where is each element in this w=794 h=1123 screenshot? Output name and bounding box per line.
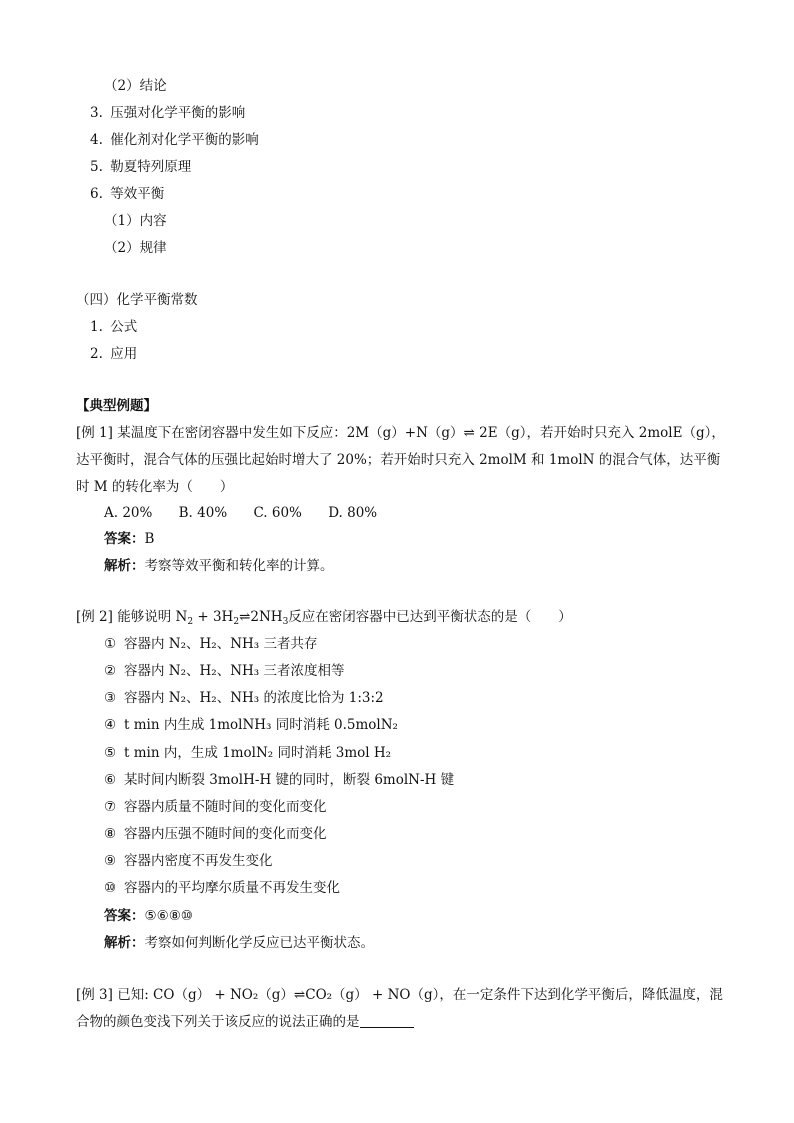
section-heading-4: （四）化学平衡常数: [76, 292, 198, 308]
circled-number: ⑩: [104, 880, 117, 896]
outline-item-text: 公式: [110, 319, 138, 335]
choice-text: 容器内压强不随时间的变化而变化: [124, 826, 327, 842]
answer-value: B: [144, 531, 155, 547]
choice-item-2: [104, 662, 345, 680]
example-question-text: 已知: CO（g） + NO₂（g）⇌CO₂（g） + NO（g），在一定条件下达到化学平衡后，降低温度，混: [117, 987, 723, 1003]
example-2-answer: [104, 907, 193, 925]
choice-item-9: [104, 852, 273, 870]
question-text: 能够说明 N: [117, 609, 188, 625]
circled-number: ①: [104, 636, 117, 652]
section4-item-1: [90, 318, 137, 336]
outline-item-number: 1.: [90, 319, 103, 335]
outline-item-number: 5.: [90, 159, 103, 175]
example-question-text: 某温度下在密闭容器中发生如下反应：2M（g）+N（g）⇌ 2E（g），若开始时只充入 2molE（g），: [117, 425, 725, 441]
question-text: ⇌2NH: [239, 609, 283, 625]
example-question-text: 合物的颜色变浅下列关于该反应的说法正确的是: [76, 1014, 360, 1030]
answer-value: ⑤⑥⑧⑩: [144, 908, 193, 924]
analysis-text: 考察如何判断化学反应已达平衡状态。: [144, 935, 374, 951]
example-1-answer: [104, 530, 154, 548]
circled-number: ⑦: [104, 799, 117, 815]
circled-number: ④: [104, 717, 117, 733]
subscript: 2: [233, 617, 240, 627]
example-label: [例 2]: [76, 609, 113, 625]
choice-item-4: [104, 716, 398, 734]
example-1-line-3: 时 M 的转化率为（ ）: [76, 479, 234, 495]
outline-item-text: 应用: [110, 346, 138, 362]
example-1-line-1: [76, 424, 725, 442]
circled-number: ⑤: [104, 745, 117, 761]
outline-item-number: 2.: [90, 346, 103, 362]
example-1-options: [104, 504, 399, 522]
question-text: + 3H: [193, 609, 234, 625]
choice-item-5: [104, 744, 391, 762]
question-text: 反应在密闭容器中已达到平衡状态的是（ ）: [288, 609, 572, 625]
examples-heading: 【典型例题】: [76, 398, 157, 414]
choice-text: t min 内生成 1molNH₃ 同时消耗 0.5molN₂: [124, 717, 398, 733]
choice-item-8: [104, 825, 327, 843]
analysis-label: 解析：: [104, 935, 145, 951]
analysis-label: 解析：: [104, 558, 145, 574]
circled-number: ⑨: [104, 853, 117, 869]
choice-text: 某时间内断裂 3molH-H 键的同时，断裂 6molN-H 键: [124, 772, 455, 788]
example-2-question: [76, 608, 572, 626]
choice-text: 容器内 N₂、H₂、NH₃ 三者浓度相等: [124, 663, 345, 679]
answer-label: 答案：: [104, 908, 145, 924]
subscript: 3: [282, 617, 289, 627]
outline-item-6: [90, 185, 164, 203]
choice-text: 容器内的平均摩尔质量不再发生变化: [124, 880, 340, 896]
choice-text: 容器内密度不再发生变化: [124, 853, 273, 869]
outline-item-text: 等效平衡: [110, 186, 165, 202]
circled-number: ③: [104, 690, 117, 706]
outline-item-3: [90, 104, 245, 122]
option-d: D. 80%: [328, 505, 378, 521]
option-c: C. 60%: [253, 505, 302, 521]
outline-item-5: [90, 158, 191, 176]
choice-item-3: [104, 689, 384, 707]
subscript: 2: [187, 617, 194, 627]
circled-number: ②: [104, 663, 117, 679]
example-2-analysis: [104, 934, 374, 952]
option-b: B. 40%: [178, 505, 228, 521]
choice-item-1: [104, 635, 318, 653]
choice-text: t min 内，生成 1molN₂ 同时消耗 3mol H₂: [124, 745, 392, 761]
choice-item-6: [104, 771, 454, 789]
outline-item-6-1: （1）内容: [104, 213, 167, 229]
choice-text: 容器内 N₂、H₂、NH₃ 三者共存: [124, 636, 318, 652]
choice-text: 容器内质量不随时间的变化而变化: [124, 799, 327, 815]
choice-text: 容器内 N₂、H₂、NH₃ 的浓度比恰为 1:3:2: [124, 690, 384, 706]
example-label: [例 1]: [76, 425, 113, 441]
option-a: A. 20%: [104, 505, 153, 521]
circled-number: ⑧: [104, 826, 117, 842]
outline-item-text: 勒夏特列原理: [110, 159, 192, 175]
outline-item-6-2: （2）规律: [104, 240, 167, 256]
example-3-line-2: [76, 1013, 414, 1031]
outline-item-number: 4.: [90, 132, 103, 148]
example-1-analysis: [104, 557, 334, 575]
analysis-text: 考察等效平衡和转化率的计算。: [144, 558, 334, 574]
outline-item-text: 压强对化学平衡的影响: [110, 105, 246, 121]
circled-number: ⑥: [104, 772, 117, 788]
outline-item-number: 3.: [90, 105, 103, 121]
choice-item-10: [104, 879, 340, 897]
section4-item-2: [90, 345, 137, 363]
example-label: [例 3]: [76, 987, 113, 1003]
example-3-line-1: [76, 986, 723, 1004]
outline-item-number: 6.: [90, 186, 103, 202]
outline-item-4: [90, 131, 259, 149]
choice-item-7: [104, 798, 327, 816]
example-1-line-2: 达平衡时，混合气体的压强比起始时增大了 20%；若开始时只充入 2molM 和 1molN 的混合气体，达平衡: [76, 452, 721, 468]
answer-label: 答案：: [104, 531, 145, 547]
answer-blank[interactable]: [360, 1014, 414, 1028]
outline-item-text: 催化剂对化学平衡的影响: [110, 132, 259, 148]
outline-conclusion: （2）结论: [104, 78, 167, 94]
